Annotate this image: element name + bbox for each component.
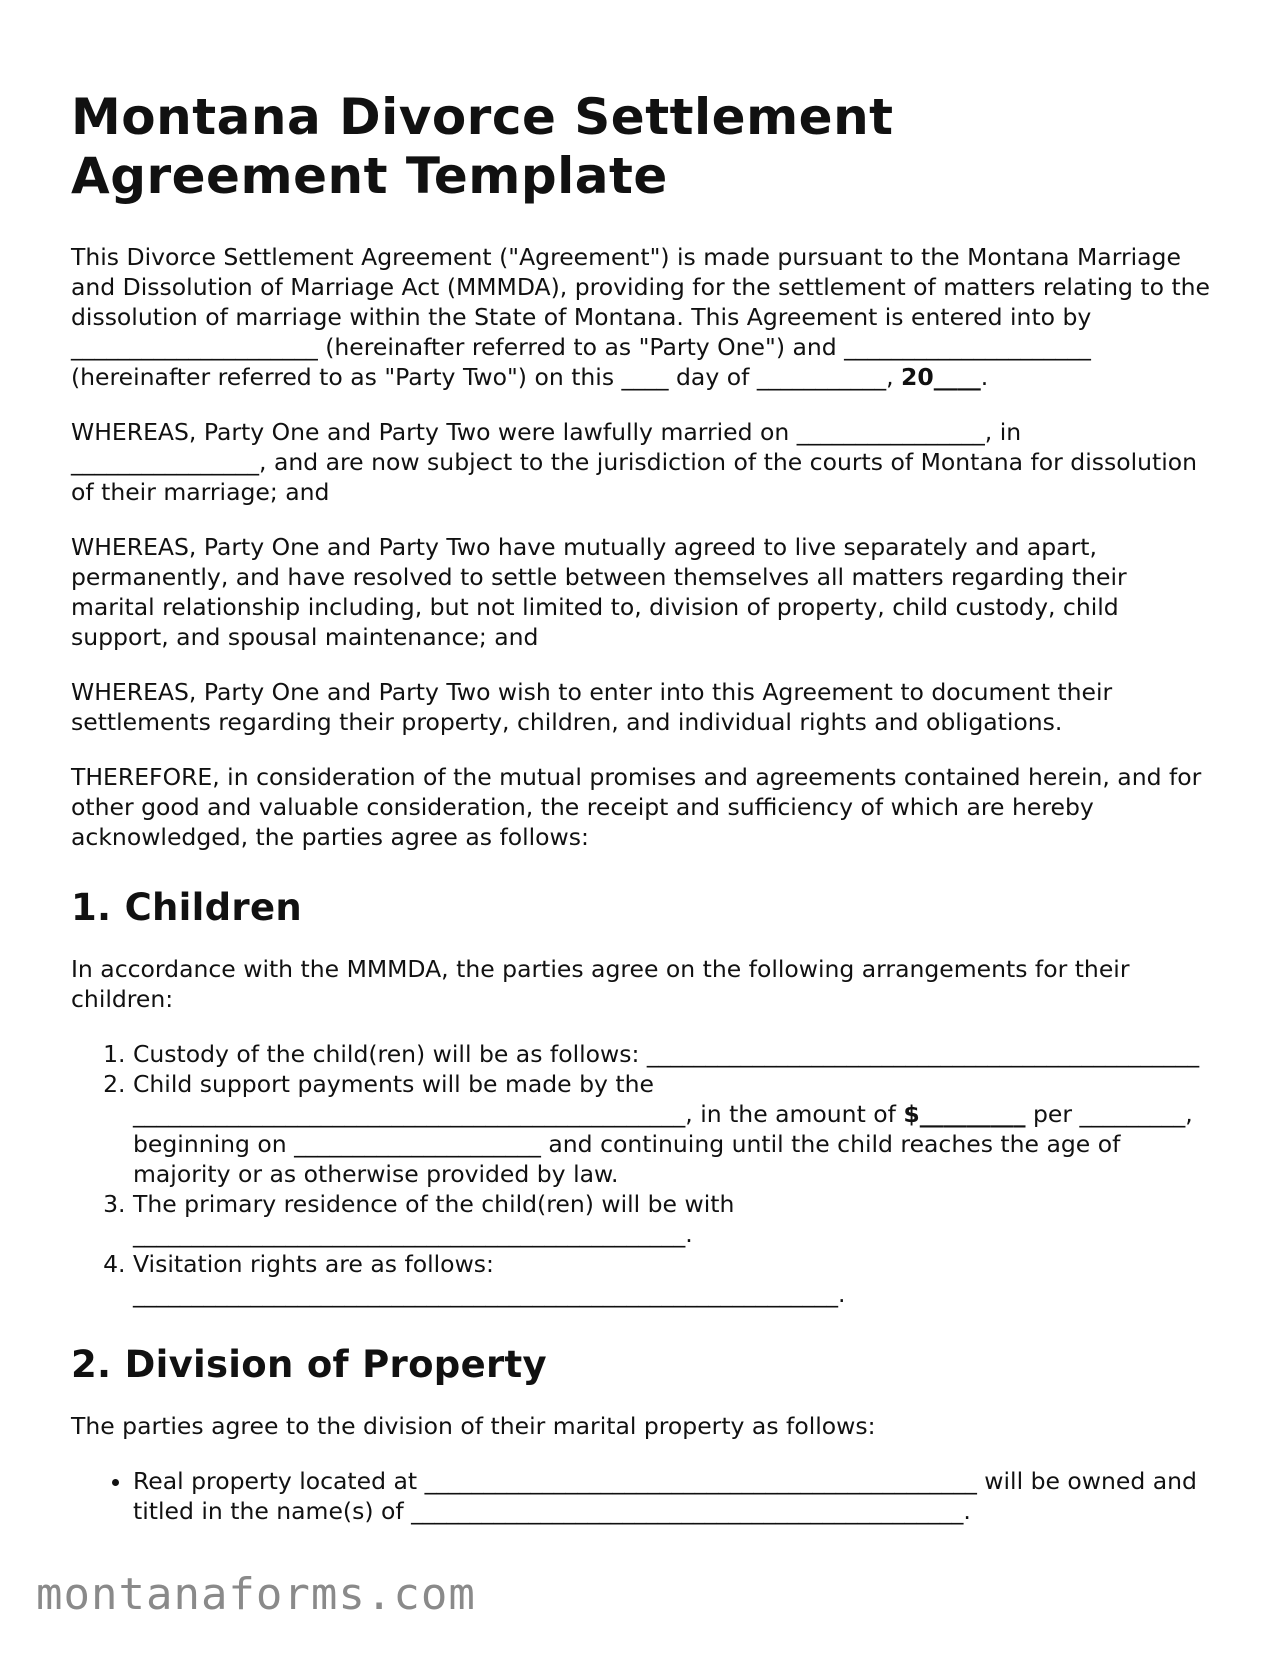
- children-item-custody: 1. Custody of the child(ren) will be as follows: _______________________________________________: [133, 1039, 1211, 1069]
- whereas-paragraph-1: WHEREAS, Party One and Party Two were lawfully married on ________________, in ________________, and are now subject to the jurisdiction of the courts of Montana for dissolution of their marriage; and: [71, 418, 1198, 506]
- document-page: [71, 88, 1211, 1526]
- support-text-a: Child support payments will be made by the _______________________________________________, in the amount of: [133, 1070, 904, 1128]
- intro-end: .: [980, 363, 989, 391]
- watermark: montanaforms.com: [36, 1569, 476, 1620]
- children-intro: In accordance with the MMMDA, the parties agree on the following arrangements for their children:: [71, 955, 1130, 1013]
- support-amount: $_________: [903, 1100, 1026, 1128]
- children-item-support: [133, 1069, 1211, 1189]
- intro-text: This Divorce Settlement Agreement ("Agreement") is made pursuant to the Montana Marriage and Dissolution of Marriage Act (MMMDA), providing for the settlement of matters relating to the dissolution of marriage within the State of Montana. This Agreement is entered into by _____________________ (hereinafter referred to as "Party One") and _____________________ (hereinafter referred to as "Party Two") on this ____ day of ___________,: [71, 243, 1211, 391]
- whereas-paragraph-3: WHEREAS, Party One and Party Two wish to enter into this Agreement to document their settlements regarding their property, children, and individual rights and obligations.: [71, 678, 1113, 736]
- property-list: [71, 1466, 1211, 1526]
- children-item-residence: 3. The primary residence of the child(ren) will be with _______________________________________________.: [133, 1189, 1211, 1249]
- section-heading-children: 1. Children: [71, 886, 303, 929]
- whereas-paragraph-2: WHEREAS, Party One and Party Two have mutually agreed to live separately and apart, permanently, and have resolved to settle between themselves all matters regarding their marital relationship including, but not limited to, division of property, child custody, child support, and spousal maintenance; and: [71, 533, 1127, 651]
- children-list: [71, 1039, 1211, 1309]
- property-item-real: • Real property located at _______________________________________________ will be owned and titled in the name(s) of _______________________________________________.: [133, 1466, 1211, 1526]
- support-text-c: per _________, beginning on _____________________ and continuing until the child reaches the age of majority or as otherwise provided by law.: [133, 1100, 1193, 1188]
- intro-paragraph: [71, 242, 1211, 392]
- page-title: Montana Divorce Settlement Agreement Template: [71, 88, 894, 205]
- section-heading-property: 2. Division of Property: [71, 1343, 547, 1386]
- therefore-paragraph: THEREFORE, in consideration of the mutual promises and agreements contained herein, and for other good and valuable consideration, the receipt and sufficiency of which are hereby acknowledged, the parties agree as follows:: [71, 763, 1202, 851]
- property-intro: The parties agree to the division of their marital property as follows:: [71, 1412, 876, 1440]
- children-item-visitation: 4. Visitation rights are as follows: ____________________________________________________________.: [133, 1249, 1211, 1309]
- intro-year: 20____: [901, 363, 981, 391]
